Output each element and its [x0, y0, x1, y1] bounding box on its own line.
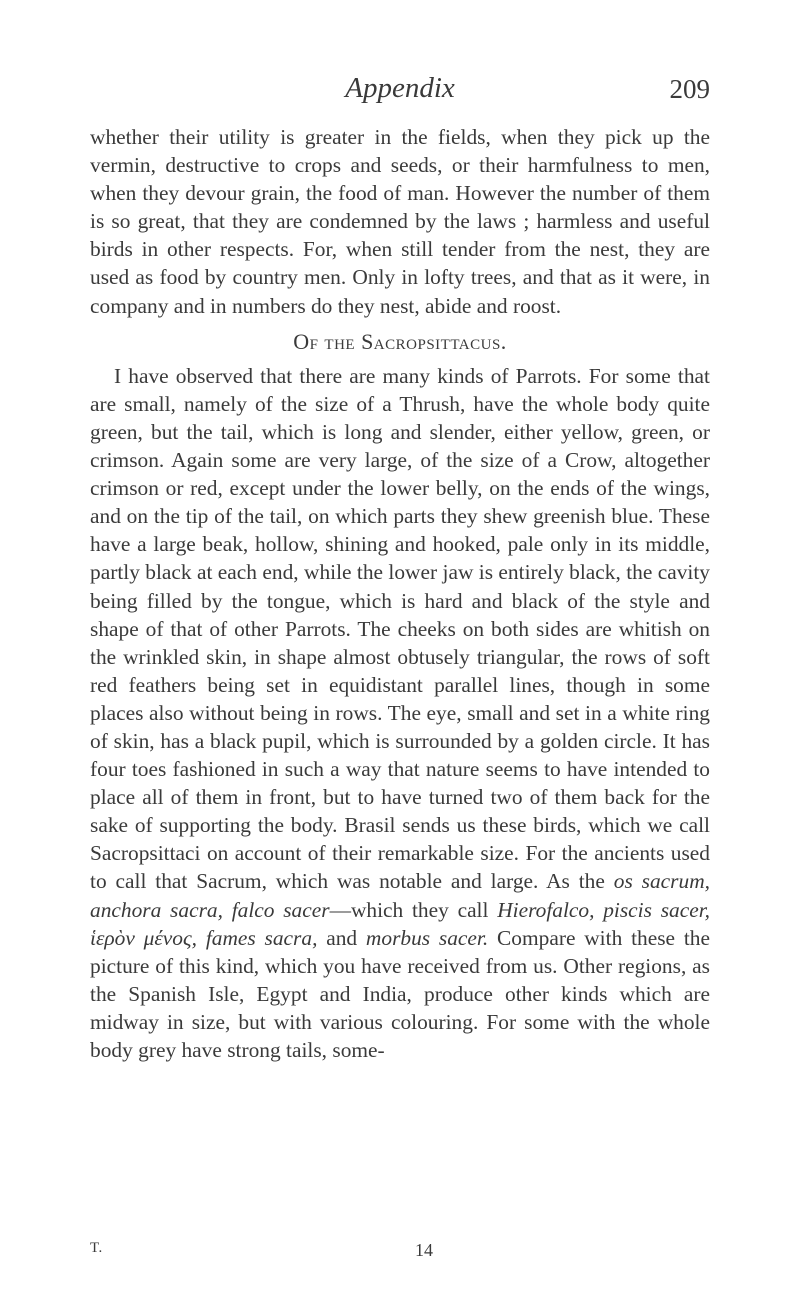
- running-title: Appendix: [345, 72, 455, 104]
- greek-phrase: ἱερὸν μένος,: [90, 925, 206, 950]
- signature-mark: T.: [90, 1240, 103, 1256]
- page-footer: [90, 1240, 710, 1270]
- paragraph-2-text-4: Compare with these the picture of this kind, which you have received from us. Other regions, as the Spanish Isle, Egypt and India, produce other kinds which are midway in size, but with various colouring. For some with the whole body grey have strong tails, some-: [90, 925, 710, 1062]
- latin-phrase-4: morbus sacer.: [365, 925, 489, 950]
- paragraph-2-text-3: and: [317, 925, 366, 950]
- paragraph-2-text-2: —which they call: [329, 897, 498, 922]
- section-heading: Of the Sacropsittacus.: [293, 328, 507, 354]
- latin-phrase-2: Hierofalco, piscis sacer,: [497, 897, 710, 922]
- latin-phrase-3: fames sacra,: [205, 925, 318, 950]
- latin-phrase-1: os sacrum, anchora sacra, falco sacer: [90, 869, 710, 922]
- body-text: [90, 123, 710, 1064]
- page-number: 209: [669, 74, 710, 104]
- leaf-number: 14: [415, 1240, 433, 1260]
- paragraph-sacropsittacus: [90, 362, 710, 1064]
- running-head: [0, 72, 800, 112]
- paragraph-2-text-1: I have observed that there are many kinds of Parrots. For some that are small, namely of the size of a Thrush, have the whole body quite green, but the tail, which is long and slender, either yellow, green, or crimson. Again some are very large, of the size of a Crow, altogether crimson or red, except under the lower belly, on the ends of the wings, and on the tip of the tail, on which parts they shew greenish blue. These have a large beak, hollow, shining and hooked, pale only in its middle, partly black at each end, while the lower jaw is entirely black, the cavity being filled by the tongue, which is hard and black of the style and shape of that of other Parrots. The cheeks on both sides are whitish on the wrinkled skin, in shape almost obtusely triangular, the rows of soft red feathers being set in equidistant parallel lines, though in some places also without being in rows. The eye, small and set in a white ring of skin, has a black pupil, which is surrounded by a golden circle. It has four toes fashioned in such a way that nature seems to have intended to place all of them in front, but to have turned two of them back for the sake of supporting the body. Brasil sends us these birds, which we call Sacropsittaci on account of their remarkable size. For the ancients used to call that Sacrum, which was notable and large. As the: [90, 363, 710, 894]
- paragraph-continuation: [90, 123, 710, 320]
- paragraph-1-text: whether their utility is greater in the fields, when they pick up the vermin, destructive to crops and seeds, or their harmfulness to men, when they devour grain, the food of man. However the number of them is so great, that they are condemned by the laws ; harmless and useful birds in other respects. For, when still tender from the nest, they are used as food by country men. Only in lofty trees, and that as it were, in company and in numbers do they nest, abide and roost.: [90, 125, 710, 318]
